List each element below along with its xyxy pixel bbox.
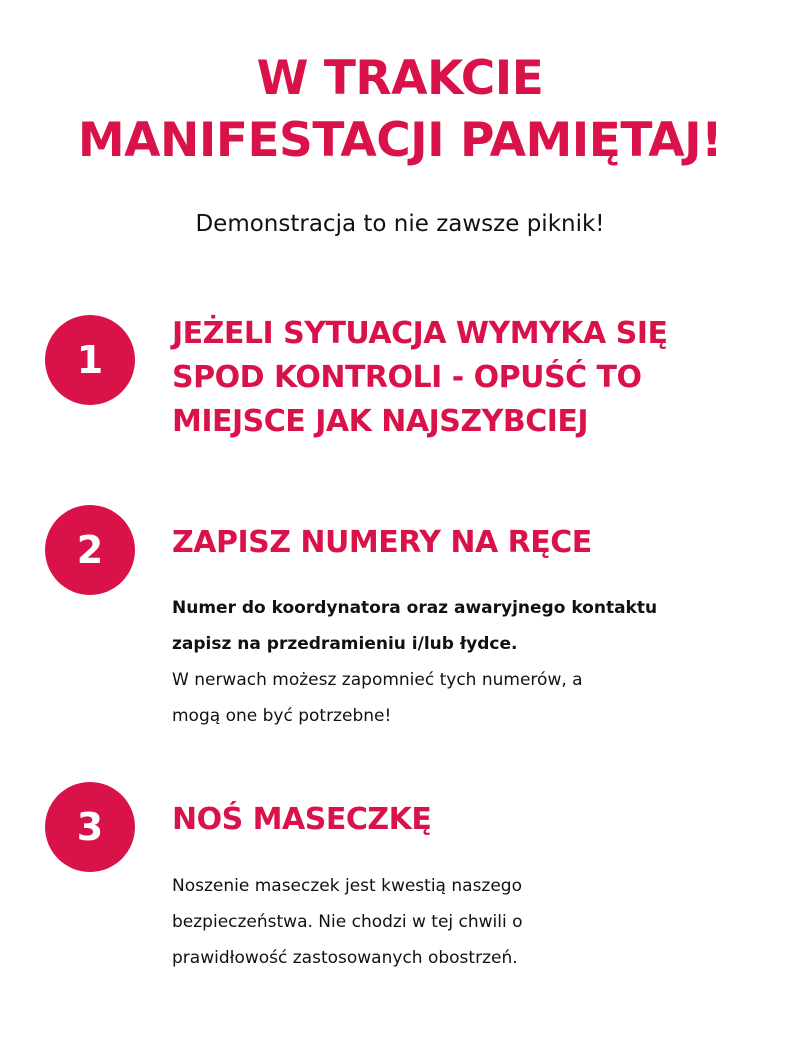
step-1-heading-line-1: JEŻELI SYTUACJA WYMYKA SIĘ xyxy=(172,316,668,351)
step-2-heading-line-1: ZAPISZ NUMERY NA RĘCE xyxy=(172,525,592,560)
page-title xyxy=(0,48,800,172)
step-2-body xyxy=(172,590,762,734)
step-3-body-line-3: prawidłowość zastosowanych obostrzeń. xyxy=(172,948,518,968)
step-3-body-line-1: Noszenie maseczek jest kwestią naszego xyxy=(172,876,522,896)
step-3-heading xyxy=(172,798,431,842)
step-2-body-bold-line-2: zapisz na przedramieniu i/lub łydce. xyxy=(172,634,518,654)
step-2-body-line-1: W nerwach możesz zapomnieć tych numerów, a xyxy=(172,670,583,690)
step-1-heading-line-2: SPOD KONTROLI - OPUŚĆ TO xyxy=(172,360,642,395)
step-2-body-bold-line-1: Numer do koordynatora oraz awaryjnego kontaktu xyxy=(172,598,658,618)
step-1-heading-line-3: MIEJSCE JAK NAJSZYBCIEJ xyxy=(172,404,589,439)
step-3-body-line-2: bezpieczeństwa. Nie chodzi w tej chwili o xyxy=(172,912,523,932)
step-3-number-badge: 3 xyxy=(45,782,135,872)
step-2-heading xyxy=(172,521,592,565)
step-3-body xyxy=(172,868,762,976)
step-1-heading xyxy=(172,312,667,444)
title-line-1: W TRAKCIE xyxy=(256,51,544,106)
subtitle: Demonstracja to nie zawsze piknik! xyxy=(195,211,605,237)
step-3-heading-line-1: NOŚ MASECZKĘ xyxy=(172,802,432,837)
step-2-number-badge: 2 xyxy=(45,505,135,595)
step-2-body-line-2: mogą one być potrzebne! xyxy=(172,706,392,726)
step-1-number-badge: 1 xyxy=(45,315,135,405)
title-line-2: MANIFESTACJI PAMIĘTAJ! xyxy=(77,113,723,168)
